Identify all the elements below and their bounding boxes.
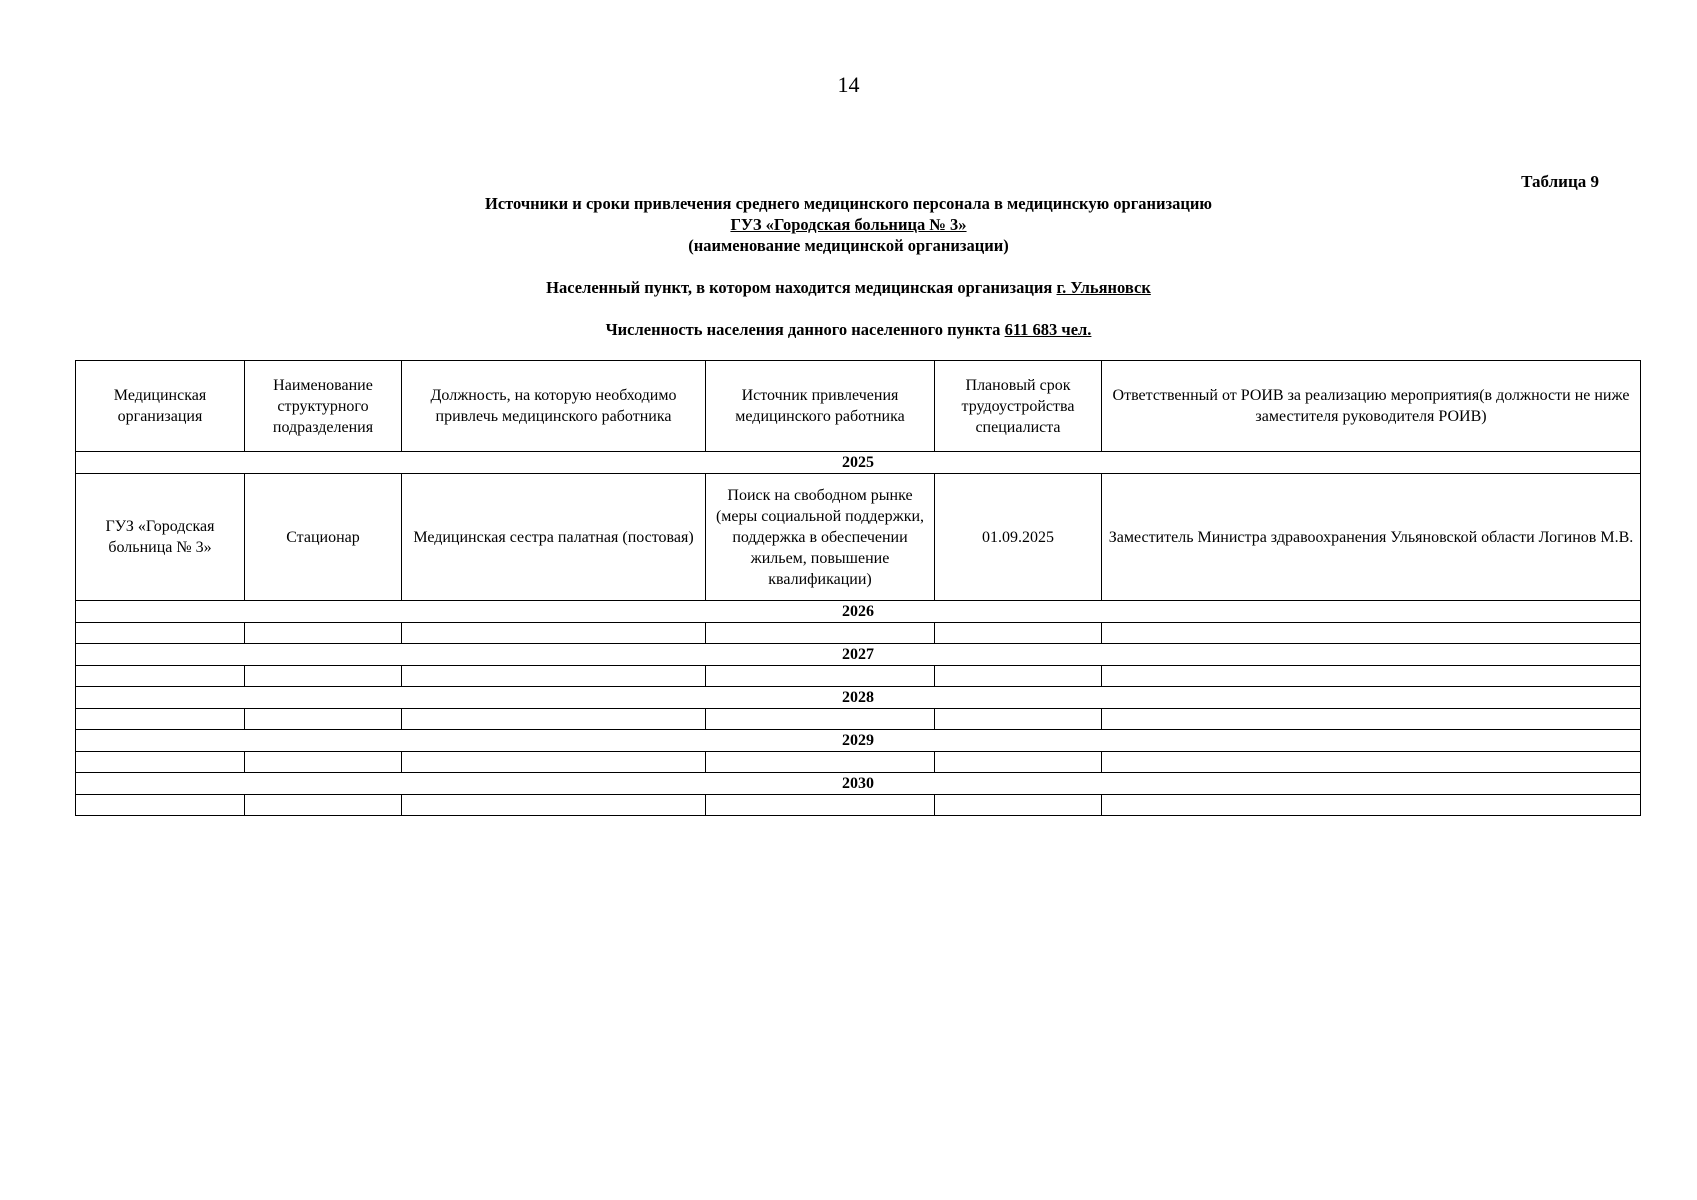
table-row <box>76 474 1641 601</box>
empty-cell <box>1102 795 1641 816</box>
empty-cell <box>706 623 935 644</box>
empty-cell <box>402 623 706 644</box>
year-row <box>76 601 1641 623</box>
empty-cell <box>1102 623 1641 644</box>
population-value: 611 683 чел. <box>1004 320 1092 339</box>
empty-cell <box>935 623 1102 644</box>
empty-cell <box>245 666 402 687</box>
header-position: Должность, на которую необходимо привлечь медицинского работника <box>402 361 706 452</box>
empty-cell <box>402 752 706 773</box>
empty-cell <box>402 709 706 730</box>
empty-cell <box>402 666 706 687</box>
table-row <box>76 623 1641 644</box>
header-date: Плановый срок трудоустройства специалиста <box>935 361 1102 452</box>
empty-cell <box>706 666 935 687</box>
title-block <box>0 193 1697 340</box>
year-2029: 2029 <box>76 730 1641 752</box>
table-label: Таблица 9 <box>1521 172 1599 191</box>
table-row <box>76 709 1641 730</box>
year-row <box>76 452 1641 474</box>
year-2030: 2030 <box>76 773 1641 795</box>
empty-cell <box>935 795 1102 816</box>
empty-cell <box>76 666 245 687</box>
locality-value: г. Ульяновск <box>1056 278 1151 297</box>
header-organization: Медицинская организация <box>76 361 245 452</box>
cell-department: Стационар <box>245 474 402 601</box>
year-row <box>76 644 1641 666</box>
empty-cell <box>402 795 706 816</box>
empty-cell <box>706 752 935 773</box>
header-source: Источник привлечения медицинского работника <box>706 361 935 452</box>
empty-cell <box>935 709 1102 730</box>
document-title: Источники и сроки привлечения среднего медицинского персонала в медицинскую организацию <box>484 194 1212 213</box>
empty-cell <box>245 623 402 644</box>
table-header-row <box>76 361 1641 452</box>
empty-cell <box>76 709 245 730</box>
year-row <box>76 773 1641 795</box>
header-responsible: Ответственный от РОИВ за реализацию мероприятия(в должности не ниже заместителя руководителя РОИВ) <box>1102 361 1641 452</box>
cell-position: Медицинская сестра палатная (постовая) <box>402 474 706 601</box>
empty-cell <box>1102 752 1641 773</box>
empty-cell <box>245 752 402 773</box>
empty-cell <box>1102 666 1641 687</box>
population-line <box>0 319 1697 340</box>
empty-cell <box>935 752 1102 773</box>
cell-responsible: Заместитель Министра здравоохранения Ульяновской области Логинов М.В. <box>1102 474 1641 601</box>
table-row <box>76 666 1641 687</box>
cell-date: 01.09.2025 <box>935 474 1102 601</box>
empty-cell <box>245 709 402 730</box>
cell-source: Поиск на свободном рынке (меры социальной поддержки, поддержка в обеспечении жильем, повышение квалификации) <box>706 474 935 601</box>
header-department: Наименование структурного подразделения <box>245 361 402 452</box>
empty-cell <box>706 709 935 730</box>
table-row <box>76 752 1641 773</box>
empty-cell <box>76 623 245 644</box>
locality-line <box>0 277 1697 298</box>
empty-cell <box>76 752 245 773</box>
empty-cell <box>935 666 1102 687</box>
year-2028: 2028 <box>76 687 1641 709</box>
locality-label: Населенный пункт, в котором находится медицинская организация <box>546 278 1057 297</box>
year-row <box>76 687 1641 709</box>
empty-cell <box>76 795 245 816</box>
table-row <box>76 795 1641 816</box>
year-2027: 2027 <box>76 644 1641 666</box>
organization-caption: (наименование медицинской организации) <box>688 236 1009 255</box>
organization-name: ГУЗ «Городская больница № 3» <box>730 215 967 234</box>
empty-cell <box>706 795 935 816</box>
empty-cell <box>1102 709 1641 730</box>
population-label: Численность населения данного населенного пункта <box>605 320 1005 339</box>
page-number: 14 <box>837 72 860 97</box>
staffing-table <box>75 360 1641 816</box>
empty-cell <box>245 795 402 816</box>
year-2026: 2026 <box>76 601 1641 623</box>
cell-organization: ГУЗ «Городская больница № 3» <box>76 474 245 601</box>
year-row <box>76 730 1641 752</box>
year-2025: 2025 <box>76 452 1641 474</box>
